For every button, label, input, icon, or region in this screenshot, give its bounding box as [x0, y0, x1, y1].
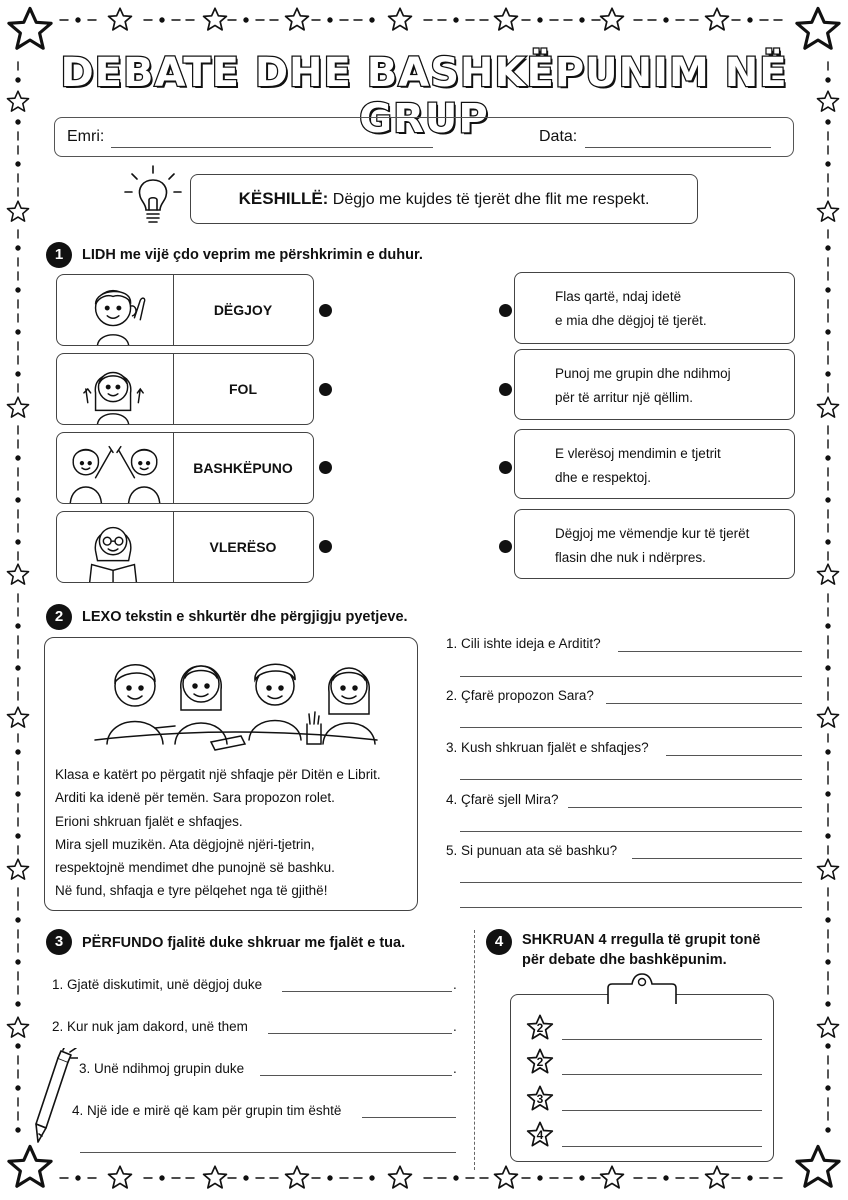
description-card-3: [514, 429, 795, 499]
word-card-listen: [56, 274, 314, 346]
border-star-icon: [7, 201, 28, 221]
border-dot: [538, 18, 542, 22]
border-dot: [454, 1176, 458, 1180]
story-box: [44, 637, 418, 911]
rule-line-4[interactable]: [562, 1146, 762, 1147]
border-dot: [16, 498, 20, 502]
border-dot: [664, 18, 668, 22]
rule-number-4: 4: [536, 1128, 544, 1142]
border-star-icon: [817, 201, 838, 221]
border-star-icon: [601, 1166, 624, 1188]
sentence-3-line[interactable]: [260, 1075, 452, 1076]
border-star-icon: [204, 1166, 227, 1188]
section-divider: [474, 930, 475, 1170]
date-field[interactable]: [585, 147, 771, 148]
answer-line-1a[interactable]: [618, 651, 802, 652]
border-dot: [16, 918, 20, 922]
answer-line-3a[interactable]: [666, 755, 802, 756]
story-line-5: respektojnë mendimet dhe punojnë së bashku.: [55, 860, 335, 876]
story-line-2: Arditi ka idenë për temën. Sara propozon rolet.: [55, 790, 335, 806]
match-dot-right-2[interactable]: [499, 383, 512, 396]
clipboard-clip-icon: [604, 972, 680, 1006]
border-dot: [826, 498, 830, 502]
story-text: [55, 763, 381, 903]
border-dot: [826, 288, 830, 292]
border-dot: [370, 18, 374, 22]
question-1: 1. Cili ishte ideja e Arditit?: [446, 636, 601, 651]
sentence-1-line[interactable]: [282, 991, 452, 992]
lightbulb-icon: [122, 164, 184, 230]
border-dot: [16, 1002, 20, 1006]
sentence-2: 2. Kur nuk jam dakord, unë them: [52, 1019, 248, 1034]
border-dot: [370, 1176, 374, 1180]
section-4-title-line-2: për debate dhe bashkëpunim.: [522, 952, 727, 968]
border-star-icon: [7, 397, 28, 417]
rule-number-1: 2: [536, 1021, 544, 1035]
name-field[interactable]: [111, 147, 433, 148]
border-dot: [826, 666, 830, 670]
word-listen: DËGJOY: [213, 302, 273, 318]
border-dot: [826, 246, 830, 250]
sentence-1-end: .: [453, 977, 457, 992]
border-star-icon: [286, 8, 309, 30]
description-1-line-1: Flas qartë, ndaj idetë: [555, 289, 682, 304]
rule-line-2[interactable]: [562, 1074, 762, 1075]
description-3-line-2: dhe e respektoj.: [555, 470, 652, 485]
border-dot: [244, 1176, 248, 1180]
section-3-number: 3: [46, 929, 72, 955]
border-dot: [16, 1128, 20, 1132]
border-dot: [76, 18, 80, 22]
border-dot: [826, 834, 830, 838]
border-star-icon: [706, 1166, 729, 1188]
border-dot: [826, 540, 830, 544]
match-dot-right-1[interactable]: [499, 304, 512, 317]
border-dot: [16, 246, 20, 250]
rule-line-1[interactable]: [562, 1039, 762, 1040]
border-star-icon: [797, 1146, 839, 1186]
story-line-1: Klasa e katërt po përgatit një shfaqje për Ditën e Librit.: [55, 767, 381, 782]
answer-line-2b[interactable]: [460, 727, 802, 728]
border-star-icon: [7, 707, 28, 727]
border-dot: [16, 540, 20, 544]
border-star-icon: [706, 8, 729, 30]
name-label: Emri:: [67, 128, 105, 145]
pencil-icon: [28, 1048, 78, 1148]
section-2-number: 2: [46, 604, 72, 630]
sentence-4: 4. Një ide e mirë që kam për grupin tim është: [72, 1103, 342, 1118]
girl-speaking-icon: [57, 354, 174, 424]
kids-at-table-icon: [85, 644, 385, 756]
border-star-icon: [109, 1166, 132, 1188]
description-4-line-1: Dëgjoj me vëmendje kur të tjerët: [555, 526, 750, 541]
tip-text: Dëgjo me kujdes të tjerët dhe flit me respekt.: [332, 191, 650, 208]
kids-high-five-icon: [57, 433, 174, 503]
border-star-icon: [389, 8, 412, 30]
description-card-4: [514, 509, 795, 579]
rule-star-2: [526, 1048, 554, 1076]
section-3-title: PËRFUNDO fjalitë duke shkruar me fjalët e tua.: [82, 935, 406, 951]
word-card-speak: [56, 353, 314, 425]
border-star-icon: [204, 8, 227, 30]
rule-star-1: [526, 1014, 554, 1042]
description-2-line-2: për të arritur një qëllim.: [555, 390, 694, 405]
border-dot: [826, 456, 830, 460]
border-dot: [16, 960, 20, 964]
sentence-3-end: .: [453, 1061, 457, 1076]
word-speak: FOL: [229, 381, 257, 397]
match-dot-left-2[interactable]: [319, 383, 332, 396]
rule-star-4: [526, 1121, 554, 1149]
boy-listening-icon: [57, 275, 174, 345]
sentence-3: 3. Unë ndihmoj grupin duke: [79, 1061, 245, 1076]
sentence-1: 1. Gjatë diskutimit, unë dëgjoj duke: [52, 977, 263, 992]
border-star-icon: [9, 1146, 51, 1186]
border-dot: [328, 1176, 332, 1180]
border-dot: [664, 1176, 668, 1180]
border-dot: [16, 162, 20, 166]
name-date-box: [54, 117, 794, 157]
border-dot: [826, 1128, 830, 1132]
description-4-line-2: flasin dhe nuk i ndërpres.: [555, 550, 706, 565]
sentence-4-line-a[interactable]: [362, 1117, 456, 1118]
word-card-cooperate: [56, 432, 314, 504]
rule-number-2: 2: [536, 1055, 544, 1069]
border-dot: [16, 1086, 20, 1090]
border-dot: [76, 1176, 80, 1180]
border-star-icon: [817, 707, 838, 727]
question-5: 5. Si punuan ata së bashku?: [446, 843, 618, 858]
answer-line-4b[interactable]: [460, 831, 802, 832]
section-2-title: LEXO tekstin e shkurtër dhe përgjigju pyetjeve.: [82, 609, 408, 625]
border-star-icon: [817, 859, 838, 879]
border-dot: [580, 18, 584, 22]
rule-number-3: 3: [536, 1092, 544, 1106]
section-1-number: 1: [46, 242, 72, 268]
match-dot-left-1[interactable]: [319, 304, 332, 317]
match-dot-right-4[interactable]: [499, 540, 512, 553]
border-dot: [826, 162, 830, 166]
border-star-icon: [7, 859, 28, 879]
border-star-icon: [9, 8, 51, 48]
border-star-icon: [601, 8, 624, 30]
border-dot: [16, 456, 20, 460]
border-dot: [748, 1176, 752, 1180]
question-4: 4. Çfarë sjell Mira?: [446, 792, 559, 807]
story-line-4: Mira sjell muzikën. Ata dëgjojnë njëri-tjetrin,: [55, 836, 315, 852]
border-dot: [826, 792, 830, 796]
description-1-line-2: e mia dhe dëgjoj të tjerët.: [555, 313, 707, 328]
border-dot: [580, 1176, 584, 1180]
rule-line-3[interactable]: [562, 1110, 762, 1111]
border-dot: [826, 330, 830, 334]
border-dot: [16, 750, 20, 754]
border-dot: [16, 834, 20, 838]
word-card-value: [56, 511, 314, 583]
question-2: 2. Çfarë propozon Sara?: [446, 688, 594, 703]
question-3: 3. Kush shkruan fjalët e shfaqjes?: [446, 740, 649, 755]
border-star-icon: [495, 1166, 518, 1188]
answer-line-4a[interactable]: [568, 807, 802, 808]
description-2-line-1: Punoj me grupin dhe ndihmoj: [555, 366, 731, 381]
border-dot: [328, 18, 332, 22]
border-dot: [16, 1044, 20, 1048]
border-star-icon: [389, 1166, 412, 1188]
border-dot: [826, 624, 830, 628]
border-dot: [16, 792, 20, 796]
border-dot: [826, 960, 830, 964]
description-card-1: [514, 272, 795, 344]
section-1-title: LIDH me vijë çdo veprim me përshkrimin e duhur.: [82, 247, 423, 263]
border-dot: [16, 330, 20, 334]
answer-line-3b[interactable]: [460, 779, 802, 780]
border-star-icon: [495, 8, 518, 30]
section-4-title-line-1: SHKRUAN 4 rregulla të grupit tonë: [522, 932, 761, 948]
border-dot: [826, 1086, 830, 1090]
word-cooperate: BASHKËPUNO: [193, 460, 293, 476]
border-dot: [826, 1002, 830, 1006]
border-dot: [160, 1176, 164, 1180]
girl-reading-icon: [57, 512, 174, 582]
border-dot: [538, 1176, 542, 1180]
page-title: DEBATE DHE BASHKËPUNIM NË GRUP: [60, 50, 788, 142]
word-value: VLERËSO: [209, 539, 277, 555]
tip-box: [190, 174, 698, 224]
rule-star-3: [526, 1085, 554, 1113]
answer-line-5a[interactable]: [632, 858, 802, 859]
border-dot: [16, 372, 20, 376]
border-star-icon: [817, 1017, 838, 1037]
answer-line-5c[interactable]: [460, 907, 802, 908]
description-card-2: [514, 349, 795, 420]
border-dot: [826, 918, 830, 922]
border-dot: [16, 624, 20, 628]
border-star-icon: [286, 1166, 309, 1188]
border-dot: [826, 372, 830, 376]
border-star-icon: [797, 8, 839, 48]
border-dot: [826, 750, 830, 754]
border-star-icon: [109, 8, 132, 30]
match-dot-left-4[interactable]: [319, 540, 332, 553]
border-dot: [160, 18, 164, 22]
sentence-2-line[interactable]: [268, 1033, 452, 1034]
description-3-line-1: E vlerësoj mendimin e tjetrit: [555, 446, 721, 461]
answer-line-5b[interactable]: [460, 882, 802, 883]
border-star-icon: [817, 397, 838, 417]
border-star-icon: [7, 1017, 28, 1037]
sentence-4-line-b[interactable]: [80, 1152, 456, 1153]
border-star-icon: [817, 564, 838, 584]
story-line-6: Në fund, shfaqja e tyre pëlqehet nga të gjithë!: [55, 883, 328, 899]
border-dot: [244, 18, 248, 22]
tip-label: KËSHILLË:: [238, 189, 329, 208]
border-dot: [16, 288, 20, 292]
border-dot: [826, 1044, 830, 1048]
match-dot-right-3[interactable]: [499, 461, 512, 474]
match-dot-left-3[interactable]: [319, 461, 332, 474]
section-4-number: 4: [486, 929, 512, 955]
sentence-2-end: .: [453, 1019, 457, 1034]
border-dot: [16, 666, 20, 670]
date-label: Data:: [539, 128, 578, 145]
border-dot: [748, 18, 752, 22]
border-star-icon: [7, 564, 28, 584]
answer-line-2a[interactable]: [606, 703, 802, 704]
story-line-3: Erioni shkruan fjalët e shfaqjes.: [55, 813, 243, 829]
border-dot: [454, 18, 458, 22]
answer-line-1b[interactable]: [460, 676, 802, 677]
